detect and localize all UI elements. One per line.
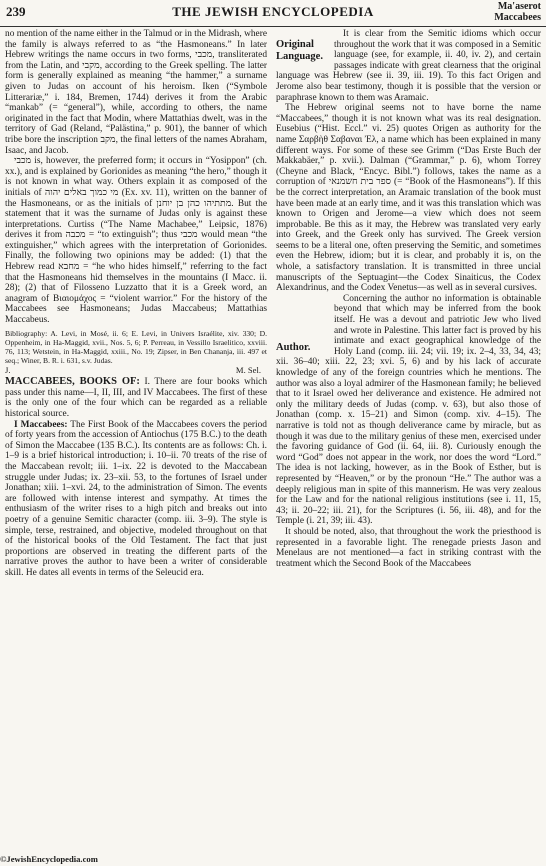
article-intro	[5, 377, 267, 419]
paragraph-priesthood: It should be noted, also, that throughout the work the priesthood is represented in a favorable light. The renegade priests Jason and Menelaus are not mentioned—a fact in striking contrast with the treatment which the Second Book of the Maccabees	[276, 526, 541, 569]
sidenote-author: Author.	[276, 341, 311, 353]
article-heading: MACCABEES, BOOKS OF:	[5, 376, 140, 388]
left-column	[5, 29, 267, 855]
paragraph-author: Concerning the author no information is obtainable beyond that which may be inferred from the book itself. He was a devout and patriotic Jew who lived and wrote in Palestine. This latter fact is proved by his intimate and exact geographical knowledge of the Holy Land (comp. iii. 24; vii. 19; ix. 2–4, 33, 34, 43; xii. 36–40; xiii. 22, 23; xvi. 5, 6) and by his lack of accurate knowledge of any of the foreign countries which he mentions. The author was also a loyal admirer of the Hasmonean family; he believed that to it Israel owed her deliverance and existence. He admired not only the military deeds of Judas (comp. v. 63), but also those of Jonathan (comp. x. 15–21) and Simon (comp. xiv. 4–15). The narrative is told not as though deliverance came by miracle, but as though it was due to the military genius of these men, exercised under the favoring guidance of God (ii. 64, iii. 8). Curiously enough the word “God” does not appear in the work, nor does the word “Lord.” The idea is not lacking, however, as in the Book of Esther, but is represented by “Heaven,” or by the pronoun “He.” The author was a deeply religious man in spite of this mannerism. He was very zealous for the Law and for the national religious institutions (see i. 11, 15, 43; ii. 20–22; iii. 21), for the Scriptures (i. 56, iii. 48), and for the Temple (i. 21, 39; iii. 43).	[276, 293, 541, 527]
running-head-line2: Maccabees	[494, 12, 541, 23]
bibliography: Bibliography: A. Levi, in Mosé, ii. 6; E. Levi, in Univers Israélite, xiv. 330; D. Oppenheim, in Ha-Maggid, xvii., Nos. 5, 6; P. Perreau, in Vessillo Israelitico, xxviii. 76, 113; Wetstein, in Ha-Maggid, xxiii., No. 19; Zipser, in Ben Chananja, iii. 497 et seq.; Winer, B. R. i. 631, s.v. Judas.	[5, 328, 267, 365]
paragraph-hebrew-original: The Hebrew original seems not to have borne the name “Maccabees,” though it is not known what was its real designation. Eusebius (“Hist. Eccl.” vi. 25) quotes Origen as authority for the name Σαρβὴθ Σαβαναι Ἐλ, a name which has been explained in many different ways. For some of these see Grimm (“Das Erste Buch der Makkabäer,” p. xvii.). Dalman (“Grammar,” p. 6), whom Torrey (Cheyne and Black, “Encyc. Bibl.”) follows, takes the name as a corruption of ספר בית חשמנאי (= “Book of the Hasmoneans”). If this be the correct interpretation, an Aramaic translation of the book must have been made at an early time, and it was this translation which was known to Origen and Jerome—a view which does not seem improbable. Be this as it may, the Hebrew was translated very early into Greek, and the Greek only has survived. The Greek version seems to be a literal one, often preserving the Semitic, and sometimes even the Hebrew, idiom; but it is clear, and probably it is, on the whole, a satisfactory translation. It is transmitted in three uncial manuscripts of the Septuagint—the Codex Sinaiticus, the Codex Alexandrinus, and the Codex Venetus—as well as in several cursives.	[276, 103, 541, 294]
right-column	[276, 29, 541, 855]
sidenote-original-language: Original Language.	[276, 39, 323, 62]
running-head-line1: Ma'aserot	[497, 1, 541, 12]
running-head-right	[494, 1, 541, 23]
page-header	[0, 0, 546, 27]
signature-author: M. Sel.	[235, 364, 261, 375]
section-heading: I Maccabees:	[14, 419, 68, 430]
signature-initial: J.	[5, 364, 11, 375]
page-number: 239	[6, 4, 26, 19]
running-title: THE JEWISH ENCYCLOPEDIA	[172, 4, 374, 19]
paragraph-etymology: no mention of the name either in the Talmud or in the Midrash, where the family is always referred to as “the Hasmoneans.” In later Hebrew writings the name occurs in two forms, מכבי, transliterated from the Latin, and מקבי, according to the Greek spelling. The latter form is generally explained as meaning “the hammer,” a surname given to Judas on account of his heroism. Iken (“Symbole Litterariæ,” i. 184, Bremen, 1744) derives it from the Arabic “mankab” (= “general”), while, according to others, the name originated in the fact that Modin, where Mattathias dwelt, was in the territory of Gad (Reland, “Palästina,” p. 901), the banner of which tribe bore the inscription מקב, the final letters of the names Abraham, Isaac, and Jacob.	[5, 29, 267, 156]
signature-line	[5, 365, 267, 376]
footer-credit: ©JewishEncyclopedia.com	[0, 854, 98, 864]
section-text: The First Book of the Maccabees covers the period of forty years from the accession of Antiochus (175 B.C.) to the death of Simon the Maccabee (135 B.C.). Its contents are as follows: Ch. i. 1–9 is a brief historical introduction; i. 10–ii. 70 treats of the rise of the Maccabean revolt; iii. 1–ix. 22 is devoted to the Maccabean struggle under Judas; ix. 23–xii. 53, to the fortunes of Israel under Jonathan; xiii. 1–xvi. 24, to the administration of Simon. The events are followed with intense interest and sympathy. At times the enthusiasm of the writer rises to a high pitch and breaks out into poetry of a genuine Semitic character (comp. iii. 3–9). The style is simple, terse, restrained, and objective, modeled throughout on that of the historical books of the Old Testament. The fact that just proportions are observed in treating the different parts of the narrative proves the author to have been a writer of considerable skill. He dates all events in terms of the Seleucid era.	[5, 419, 267, 578]
paragraph-semitic-origin: It is clear from the Semitic idioms which occur throughout the work that it was composed in a Semitic language (see, for example, ii. 40, iv. 2), and certain passages indicate with great clearness that the original language was Hebrew (see ii. 39, iii. 19). To this fact Origen and Jerome also bear testimony, though it is possible that the version or paraphrase known to them was Aramaic.	[276, 29, 541, 103]
section-i-maccabees	[5, 420, 267, 579]
article-intro-text: I. There are four books which pass under this name—I, II, III, and IV Maccabees. The first of these is the only one of the four which can be regarded as a reliable historical source.	[5, 377, 267, 419]
paragraph-interpretations: מכבי is, however, the preferred form; it occurs in “Yosippon” (ch. xx.), and is explained by Gorionides as meaning “the hero,” though it is not known in what way. Others explain it as composed of the initials of מי כמוך באלים יהוה (Ex. xv. 11), written on the banner of the Hasmoneans, or as the initials of מתתיהו כהן בן יוחנן. But the statement that it was the surname of Judas only is against these interpretations. Curtiss (“The Name Machabee,” Leipsic, 1876) derives it from מכבה = “to extinguish”; thus מכבי would mean “the extinguisher,” which agrees with the interpretation of Gorionides. Finally, the following two opinions may be added: (1) that the Hebrew read מחבא = “he who hides himself,” referring to the fact that the Hasmoneans hid themselves in the mountains (I Macc. ii. 28); (2) that of Filosseno Luzzatto that it is a Greek word, an anagram of Βιαιομάχος = “violent warrior.” For the history of the Maccabees see Hasmoneans; Judas Maccabeus; Mattathias Maccabeus.	[5, 156, 267, 326]
